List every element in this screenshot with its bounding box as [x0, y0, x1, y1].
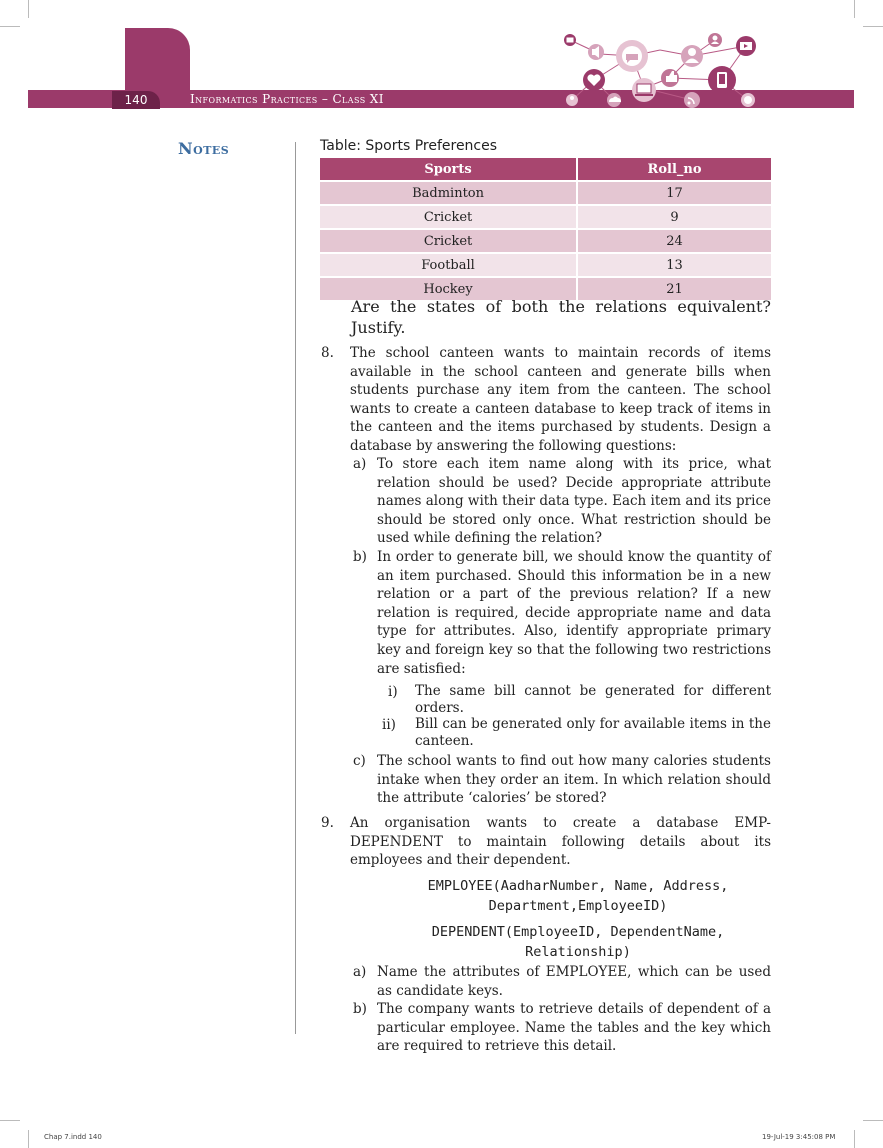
question-9-text: An organisation wants to create a database EMP-DEPENDENT to maintain following details about its employees and their dependent.	[350, 815, 771, 869]
crop-mark	[0, 26, 20, 27]
book-title: Informatics Practices – Class XI	[190, 92, 384, 106]
question-7-text: Are the states of both the relations equivalent? Justify.	[351, 297, 771, 337]
table-cell: Cricket	[320, 205, 577, 229]
question-9-number: 9.	[321, 815, 334, 831]
table-header-row	[320, 158, 771, 181]
notes-divider	[295, 142, 296, 1034]
crop-mark	[863, 1120, 883, 1121]
table-cell: 21	[577, 277, 771, 300]
table-cell: Hockey	[320, 277, 577, 300]
question-8b-text: In order to generate bill, we should know the quantity of an item purchased. Should this information be in a new relation or a part of the previous relation? If a new relation is required, decide appropriate name and data type for attributes. Also, identify appropriate primary key and foreign key so that the following two restrictions are satisfied:	[377, 549, 771, 677]
column-header: Sports	[320, 158, 577, 181]
employee-schema	[380, 876, 776, 916]
footer-file-info: Chap 7.indd 140	[44, 1133, 102, 1141]
table-cell: 9	[577, 205, 771, 229]
crop-mark	[863, 26, 883, 27]
smiley-icon	[741, 93, 755, 107]
question-8c-text: The school wants to find out how many calories students intake when they order an item. In which relation should the attribute ‘calories’ be stored?	[377, 753, 771, 807]
rss-icon	[684, 92, 700, 108]
user-icon	[708, 33, 722, 47]
question-9a-text: Name the attributes of EMPLOYEE, which can be used as candidate keys.	[377, 964, 771, 999]
dependent-schema	[380, 922, 776, 962]
table-cell: 13	[577, 253, 771, 277]
speaker-icon	[588, 44, 604, 60]
question-8-text: The school canteen wants to maintain records of items available in the school canteen and generate bills when students purchase any item from the canteen. The school wants to create a canteen database to keep track of items in the canteen and the items purchased by students. Design a database by answering the following questions:	[350, 345, 771, 454]
table-row	[320, 229, 771, 253]
table-cell: 24	[577, 229, 771, 253]
question-8b-ii-label: ii)	[382, 717, 396, 733]
question-9b-label: b)	[353, 1001, 367, 1017]
question-9b-text: The company wants to retrieve details of dependent of a particular employee. Name the tables and the key which are required to retrieve this detail.	[377, 1001, 771, 1055]
crop-mark	[854, 0, 855, 18]
like-icon	[661, 69, 679, 87]
heart-icon	[583, 69, 605, 91]
table-cell: 17	[577, 181, 771, 205]
page-number: 140	[112, 91, 160, 109]
question-8b-i-label: i)	[388, 684, 398, 700]
notes-label: Notes	[178, 139, 230, 158]
video-icon	[736, 36, 756, 56]
question-9a-label: a)	[353, 964, 367, 980]
question-8b-i-text: The same bill cannot be generated for different orders.	[415, 683, 771, 716]
footer-timestamp: 19-Jul-19 3:45:08 PM	[762, 1133, 836, 1141]
table-cell: Football	[320, 253, 577, 277]
table-row	[320, 253, 771, 277]
question-8a-text: To store each item name along with its price, what relation should be used? Decide appropriate attribute names along with their data type. Each item and its price should be stored only once. What restriction should be used while defining the relation?	[377, 456, 771, 547]
question-8-number: 8.	[321, 345, 334, 361]
laptop-icon	[632, 78, 656, 102]
email-icon	[564, 34, 576, 46]
user-icon	[566, 94, 578, 106]
employee-schema-line: Department,EmployeeID)	[488, 898, 668, 914]
table-row	[320, 205, 771, 229]
dependent-schema-line: Relationship)	[525, 944, 631, 960]
table-cell: Badminton	[320, 181, 577, 205]
question-8b-ii-text: Bill can be generated only for available items in the canteen.	[415, 716, 771, 749]
column-header: Roll_no	[577, 158, 771, 181]
crop-mark	[854, 1130, 855, 1148]
dependent-schema-line: DEPENDENT(EmployeeID, DependentName,	[431, 924, 725, 940]
question-8c-label: c)	[353, 753, 366, 769]
tablet-icon	[708, 66, 736, 94]
cloud-icon	[607, 93, 621, 107]
sports-preferences-table	[320, 158, 771, 300]
table-caption: Table: Sports Preferences	[320, 138, 498, 154]
question-8b-label: b)	[353, 549, 367, 565]
table-row	[320, 181, 771, 205]
network-illustration	[560, 28, 770, 108]
employee-schema-line: EMPLOYEE(AadharNumber, Name, Address,	[427, 878, 729, 894]
chat-icon	[616, 40, 648, 72]
crop-mark	[28, 0, 29, 18]
user-icon	[681, 45, 703, 67]
question-8a-label: a)	[353, 456, 367, 472]
crop-mark	[28, 1130, 29, 1148]
crop-mark	[0, 1120, 20, 1121]
table-cell: Cricket	[320, 229, 577, 253]
